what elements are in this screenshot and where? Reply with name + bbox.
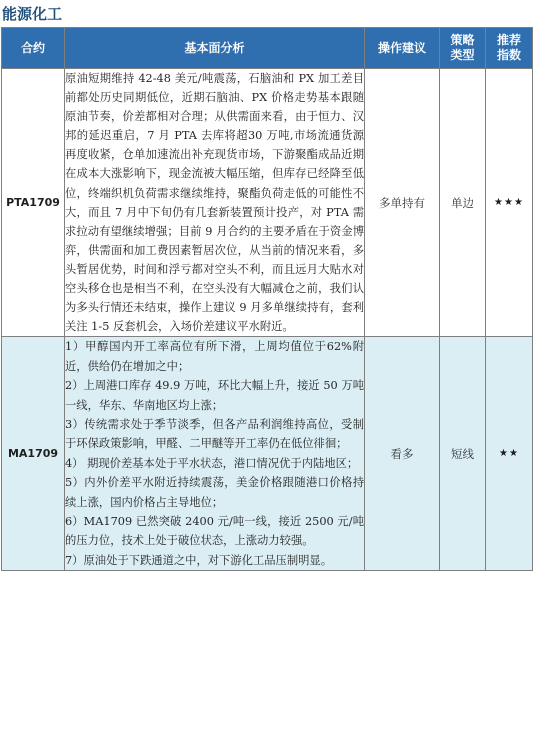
- header-operation: 操作建议: [365, 28, 440, 69]
- analysis-item: 5）内外价差平水附近持续震荡，美金价格跟随港口价格持续上涨，国内价格占主导地位；: [65, 476, 364, 509]
- analysis-item: 7）原油处于下跌通道之中，对下游化工品压制明显。: [65, 553, 333, 567]
- analysis-cell: [65, 337, 365, 571]
- header-contract: 合约: [2, 28, 65, 69]
- header-analysis: 基本面分析: [65, 28, 365, 69]
- operation-cell: 看多: [365, 337, 440, 571]
- strategy-type-cell: 单边: [440, 69, 486, 337]
- analysis-item: 1）甲醇国内开工率高位有所下滑，上周均值位于62%附近，供给仍在增加之中；: [65, 340, 364, 373]
- header-rating-label: 推荐指数: [496, 33, 521, 62]
- section-title: 能源化工: [2, 5, 63, 23]
- strategy-type-cell: 短线: [440, 337, 486, 571]
- header-strategy-type: [440, 28, 486, 69]
- analysis-item: 6）MA1709 已然突破 2400 元/吨一线，接近 2500 元/吨的压力位，技术上处于破位状态，上涨动力较强。: [65, 514, 364, 548]
- contract-cell: MA1709: [2, 337, 65, 571]
- header-strategy-type-label: 策略类型: [450, 33, 475, 62]
- operation-cell: 多单持有: [365, 69, 440, 337]
- table-row: [2, 337, 533, 571]
- strategy-table: [1, 27, 533, 571]
- analysis-item: 3）传统需求处于季节淡季，但各产品利润维持高位，受制于环保政策影响，甲醛、二甲醚等开工率仍在低位徘徊；: [65, 417, 364, 451]
- table-row: [2, 69, 533, 337]
- contract-cell: PTA1709: [2, 69, 65, 337]
- rating-stars: ★★★: [486, 69, 533, 337]
- analysis-text: 原油短期维持 42-48 美元/吨震荡，石脑油和 PX 加工差目前都处历史同期低位，近期石脑油、PX 价格走势基本跟随原油节奏，价差都相对合理；从供需面来看，由于恒力、汉邦的延迟重启，7 月 PTA 去库将超30 万吨,市场流通货源再度收紧，仓单加速流出补充现货市场，下游聚酯成品近期在成本大涨影响下，现金流被大幅压缩，但库存已经降至低位，终端织机负荷需求继续维持，聚酯负荷走低的可能性不大，而且 7 月中下旬仍有几套新装置预计投产，对 PTA 需求拉动有望继续增强；目前 9 月合约的主要矛盾在于资金博弈，供需面和加工费因素暂居次位，从当前的情况来看，多头暂居优势，时间和浮亏都对空头不利，而且远月大贴水对空头移仓也是相当不利，在空头没有大幅减仓之前，我们认为多头行情还未结束，操作上建议 9 月多单继续持有，套利关注 1-5 反套机会，入场价差建议平水附近。: [65, 72, 364, 334]
- analysis-item: 4） 期现价差基本处于平水状态，港口情况优于内陆地区；: [65, 456, 359, 470]
- table-header-row: [2, 28, 533, 69]
- analysis-cell: [65, 69, 365, 337]
- rating-stars: ★★: [486, 337, 533, 571]
- analysis-item: 2）上周港口库存 49.9 万吨，环比大幅上升，接近 50 万吨一线，华东、华南地区均上涨；: [65, 379, 364, 412]
- header-rating: [486, 28, 533, 69]
